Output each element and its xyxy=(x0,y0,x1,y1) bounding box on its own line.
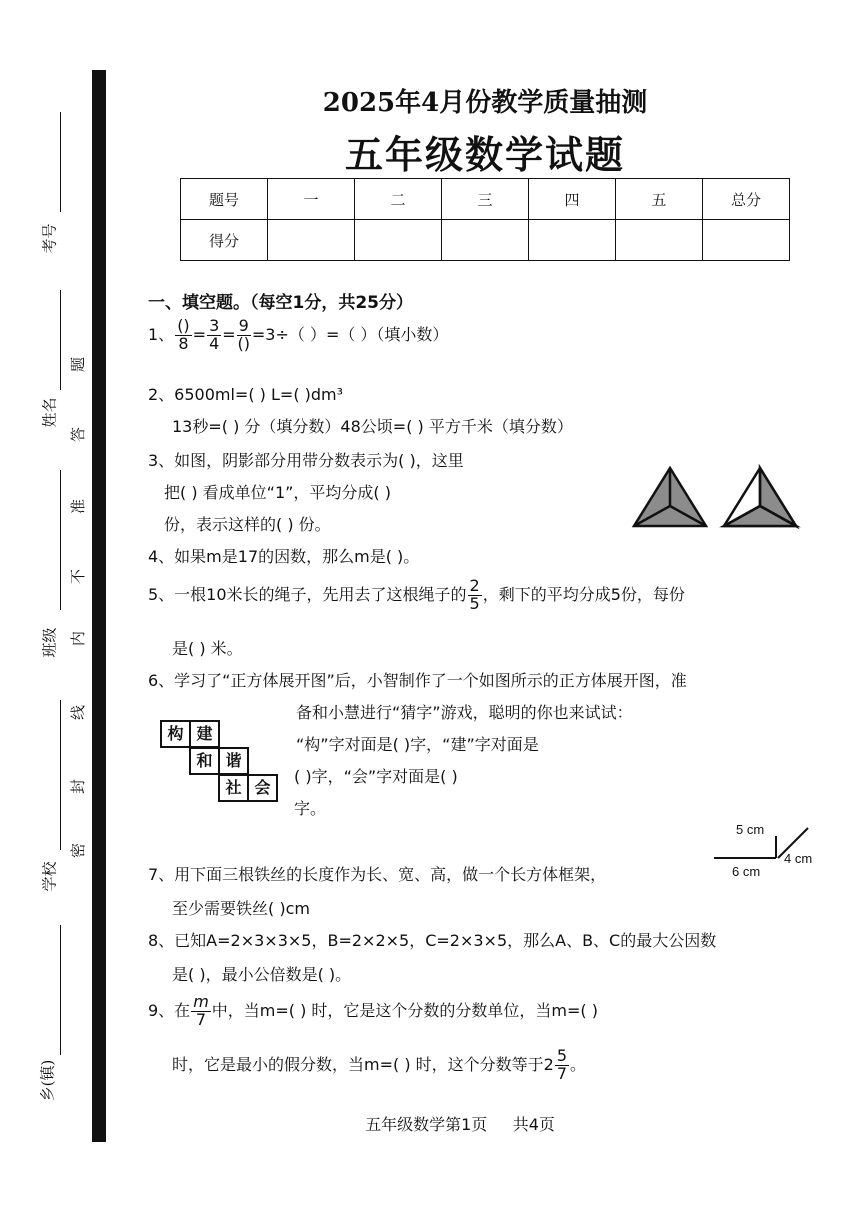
question-7-line-1: 7、用下面三根铁丝的长度作为长、宽、高，做一个长方体框架， xyxy=(148,865,607,884)
equals-sign: = xyxy=(192,324,207,344)
score-cell[interactable] xyxy=(442,220,529,261)
question-5-line-1 xyxy=(148,578,685,613)
question-number: 1、 xyxy=(148,324,175,344)
question-1 xyxy=(148,318,448,353)
question-6-line-4: ( )字，“会”字对面是( ) xyxy=(294,767,458,786)
school-line xyxy=(60,700,61,850)
question-8-line-1: 8、已知A=2×3×3×5，B=2×2×5，C=2×3×5，那么A、B、C的最大公因数 xyxy=(148,931,717,950)
score-cell[interactable] xyxy=(268,220,355,261)
table-cell: 五 xyxy=(616,179,703,220)
denominator: 7 xyxy=(195,1009,207,1029)
table-row xyxy=(181,179,790,220)
school-label: 学校 xyxy=(40,861,59,892)
cube-face: 社 xyxy=(218,774,249,802)
seal-char: 准 xyxy=(69,498,88,515)
seal-char: 答 xyxy=(69,426,88,443)
question-3-line-2: 把( ) 看成单位“1”，平均分成( ) xyxy=(164,483,391,502)
town-label: 乡(镇) xyxy=(38,1059,57,1102)
cube-face: 和 xyxy=(189,747,220,775)
numerator: m xyxy=(193,992,209,1011)
class-line xyxy=(60,470,61,610)
shaded-triangles-figure xyxy=(630,464,820,530)
length-label-6cm: 6 cm xyxy=(732,864,761,879)
triangle-1 xyxy=(634,468,706,526)
score-cell[interactable] xyxy=(355,220,442,261)
cube-face: 会 xyxy=(247,774,278,802)
question-6-line-5: 字。 xyxy=(294,799,327,818)
question-3-line-3: 份，表示这样的( ) 份。 xyxy=(164,515,331,534)
seal-char: 封 xyxy=(69,778,88,795)
length-label-4cm: 4 cm xyxy=(784,851,813,866)
question-5-line-2: 是( ) 米。 xyxy=(172,639,243,658)
fraction xyxy=(237,318,251,353)
name-label: 姓名 xyxy=(40,397,59,428)
section-heading: 一、填空题。（每空1分，共25分） xyxy=(148,293,413,313)
mixed-number-whole: 2 xyxy=(543,1054,554,1074)
exam-title: 2025年4月份教学质量抽测 xyxy=(322,88,648,118)
question-6-line-1: 6、学习了“正方体展开图”后，小智制作了一个如图所示的正方体展开图，准 xyxy=(148,671,687,690)
exam-subtitle: 五年级数学试题 xyxy=(344,132,625,177)
page-footer: 五年级数学第1页 共4页 xyxy=(365,1115,555,1134)
length-label-5cm: 5 cm xyxy=(736,822,765,837)
table-cell: 总分 xyxy=(703,179,790,220)
denominator: () xyxy=(237,333,250,353)
score-cell[interactable] xyxy=(529,220,616,261)
question-2-line-2: 13秒=( ) 分（填分数）48公顷=( ) 平方千米（填分数） xyxy=(172,417,573,436)
question-text: 9、在 xyxy=(148,1000,191,1020)
question-9-line-1 xyxy=(148,994,598,1029)
question-text: 中，当m=( ) 时，它是这个分数的分数单位，当m=( ) xyxy=(211,1000,598,1020)
denominator: 5 xyxy=(469,593,480,613)
question-7-line-2: 至少需要铁丝( )cm xyxy=(172,899,310,918)
cube-face: 谐 xyxy=(218,747,249,775)
question-text: 5、一根10米长的绳子，先用去了这根绳子的 xyxy=(148,584,467,604)
fraction xyxy=(468,578,482,613)
numerator: 5 xyxy=(556,1046,568,1065)
score-cell[interactable] xyxy=(616,220,703,261)
numerator: 3 xyxy=(209,316,220,335)
table-cell: 三 xyxy=(442,179,529,220)
fraction xyxy=(191,994,211,1029)
table-cell: 四 xyxy=(529,179,616,220)
question-6-line-3: “构”字对面是( )字，“建”字对面是 xyxy=(296,735,539,754)
numerator: 2 xyxy=(469,576,480,595)
cube-face: 构 xyxy=(160,720,191,748)
question-4: 4、如果m是17的因数，那么m是( )。 xyxy=(148,547,420,566)
wire-figure xyxy=(704,816,824,880)
question-text: 时，它是最小的假分数，当m=( ) 时，这个分数等于 xyxy=(172,1054,544,1074)
name-line xyxy=(60,290,61,390)
denominator: 8 xyxy=(178,333,189,353)
triangle-2 xyxy=(724,468,796,526)
question-text: 。 xyxy=(570,1054,587,1074)
question-8-line-2: 是( )，最小公倍数是( )。 xyxy=(172,965,352,984)
town-line xyxy=(60,925,61,1055)
equals-sign: = xyxy=(222,324,236,344)
fraction xyxy=(175,318,191,353)
seal-char: 线 xyxy=(69,704,88,721)
question-text: ，剩下的平均分成5份，每份 xyxy=(482,584,685,604)
class-label: 班级 xyxy=(40,627,59,658)
denominator: 4 xyxy=(209,333,220,353)
question-2-line-1: 2、6500ml=( ) L=( )dm³ xyxy=(148,385,344,404)
table-row xyxy=(181,220,790,261)
seal-char: 内 xyxy=(69,630,88,647)
exam-number-label: 考号 xyxy=(40,223,59,254)
binding-bar xyxy=(92,70,106,1142)
table-cell: 一 xyxy=(268,179,355,220)
numerator: 9 xyxy=(238,316,249,335)
question-9-line-2 xyxy=(172,1048,586,1083)
seal-char: 不 xyxy=(69,568,88,585)
question-text: =3÷（ ）=（ ）（填小数） xyxy=(251,324,449,344)
cube-face: 建 xyxy=(189,720,220,748)
score-table xyxy=(180,178,790,261)
table-cell: 题号 xyxy=(181,179,268,220)
fraction xyxy=(555,1048,569,1083)
seal-char: 密 xyxy=(69,842,88,859)
denominator: 7 xyxy=(556,1063,568,1083)
seal-char: 题 xyxy=(69,356,88,373)
table-cell: 得分 xyxy=(181,220,268,261)
question-6-line-2: 备和小慧进行“猜字”游戏，聪明的你也来试试： xyxy=(296,703,633,722)
score-cell[interactable] xyxy=(703,220,790,261)
question-3-line-1: 3、如图，阴影部分用带分数表示为( )，这里 xyxy=(148,451,464,470)
numerator: () xyxy=(177,316,190,335)
fraction xyxy=(207,318,221,353)
table-cell: 二 xyxy=(355,179,442,220)
